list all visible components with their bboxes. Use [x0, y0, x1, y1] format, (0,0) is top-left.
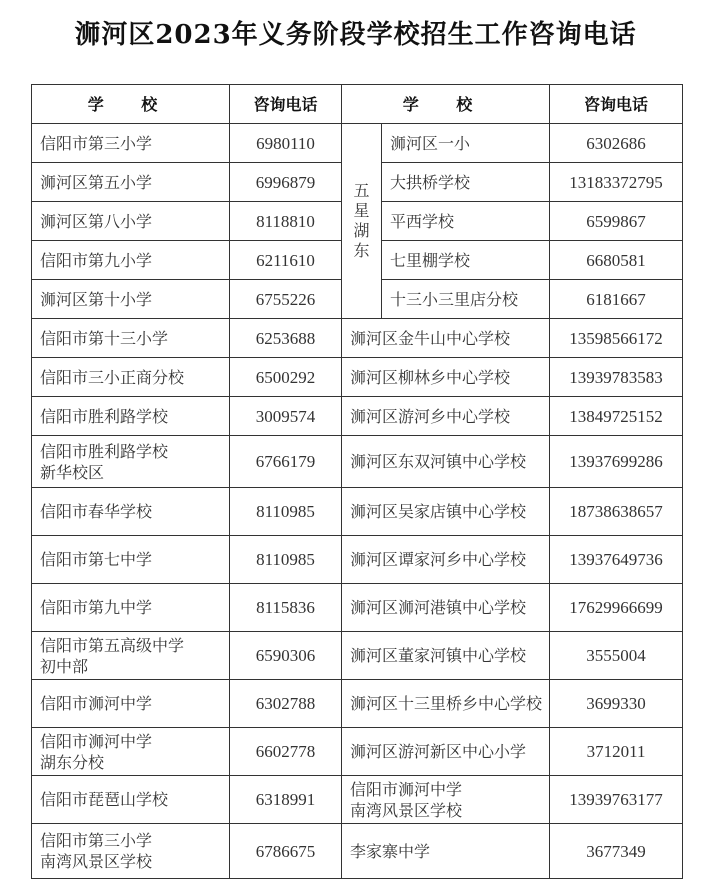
school-name: 信阳市第九中学: [32, 584, 230, 632]
table-row: [32, 584, 683, 632]
school-name-line1: 信阳市第三小学: [40, 831, 153, 850]
school-name: 浉河区金牛山中心学校: [342, 319, 550, 358]
school-name-line1: 信阳市浉河中学: [40, 731, 153, 751]
header-school-left: 学 校: [32, 85, 230, 124]
school-name: 大拱桥学校: [382, 163, 550, 202]
phone-number: 17629966699: [550, 584, 683, 632]
school-name: 信阳市第三小学: [32, 124, 230, 163]
phone-number: 13939783583: [550, 358, 683, 397]
phone-number: 6318991: [230, 776, 342, 824]
phone-number: 13939763177: [550, 776, 683, 824]
table-row: [32, 728, 683, 776]
phone-number: 8110985: [230, 536, 342, 584]
table-row: [32, 358, 683, 397]
phone-number: 3699330: [550, 680, 683, 728]
header-school-right: 学 校: [342, 85, 550, 124]
school-name: 浉河区吴家店镇中心学校: [342, 488, 550, 536]
school-name-line2: 湖东分校: [40, 752, 105, 772]
phone-number: 6755226: [230, 280, 342, 319]
header-phone-right: 咨询电话: [550, 85, 683, 124]
phone-number: 6500292: [230, 358, 342, 397]
school-name-line2: 南湾风景区学校: [40, 852, 153, 871]
phone-number: 6302686: [550, 124, 683, 163]
school-name: 信阳市浉河中学: [32, 680, 230, 728]
school-name: 平西学校: [382, 202, 550, 241]
table-row: [32, 632, 683, 680]
school-name: [32, 436, 230, 488]
table-row: [32, 776, 683, 824]
phone-number: 8118810: [230, 202, 342, 241]
school-name: [32, 728, 230, 776]
school-name: 浉河区谭家河乡中心学校: [342, 536, 550, 584]
phone-number: 6599867: [550, 202, 683, 241]
phone-number: 6680581: [550, 241, 683, 280]
phone-number: 6181667: [550, 280, 683, 319]
phone-number: 6302788: [230, 680, 342, 728]
phone-number: 6211610: [230, 241, 342, 280]
school-name: 浉河区东双河镇中心学校: [342, 436, 550, 488]
phone-number: 3009574: [230, 397, 342, 436]
school-name: 浉河区董家河镇中心学校: [342, 632, 550, 680]
phone-number: 13598566172: [550, 319, 683, 358]
school-name: 浉河区柳林乡中心学校: [342, 358, 550, 397]
phone-number: 18738638657: [550, 488, 683, 536]
page-title: 浉河区2023年义务阶段学校招生工作咨询电话: [74, 20, 637, 50]
table-row: [32, 436, 683, 488]
phone-number: 6996879: [230, 163, 342, 202]
school-name: 信阳市第九小学: [32, 241, 230, 280]
school-name-line2: 新华校区: [40, 462, 105, 482]
table-row: [32, 488, 683, 536]
school-name: 信阳市三小正商分校: [32, 358, 230, 397]
table-row: [32, 124, 683, 163]
phone-number: 3712011: [550, 728, 683, 776]
phone-number: 13849725152: [550, 397, 683, 436]
school-name-line1: 信阳市浉河中学: [350, 779, 463, 799]
table-row: [32, 680, 683, 728]
phone-number: 8115836: [230, 584, 342, 632]
phone-number: 13937699286: [550, 436, 683, 488]
school-name: 信阳市胜利路学校: [32, 397, 230, 436]
phone-number: 6602778: [230, 728, 342, 776]
school-name: [32, 632, 230, 680]
phone-number: 6980110: [230, 124, 342, 163]
school-name: 七里棚学校: [382, 241, 550, 280]
school-name: 浉河区游河新区中心小学: [342, 728, 550, 776]
school-name: 十三小三里店分校: [382, 280, 550, 319]
phone-number: 6590306: [230, 632, 342, 680]
school-name: 信阳市第七中学: [32, 536, 230, 584]
school-name: 浉河区第八小学: [32, 202, 230, 241]
school-name-line1: 信阳市胜利路学校: [40, 441, 169, 461]
school-name: [32, 824, 230, 879]
phone-number: 3555004: [550, 632, 683, 680]
group-label-cell: [342, 124, 382, 319]
phone-number: 3677349: [550, 824, 683, 879]
table-header-row: [32, 85, 683, 124]
table-row: [32, 319, 683, 358]
school-name: 浉河区第五小学: [32, 163, 230, 202]
school-name: 浉河区第十小学: [32, 280, 230, 319]
phone-number: 13183372795: [550, 163, 683, 202]
school-name-line2: 南湾风景区学校: [350, 800, 463, 820]
school-name: 浉河区浉河港镇中心学校: [342, 584, 550, 632]
contact-table: [31, 84, 683, 879]
header-phone-left: 咨询电话: [230, 85, 342, 124]
table-row: [32, 824, 683, 879]
group-label: 五星湖东: [353, 181, 370, 260]
school-name: [342, 776, 550, 824]
school-name: 信阳市春华学校: [32, 488, 230, 536]
table-row: [32, 397, 683, 436]
table-row: [32, 536, 683, 584]
phone-number: 6253688: [230, 319, 342, 358]
school-name: 浉河区十三里桥乡中心学校: [342, 680, 550, 728]
school-name: 浉河区一小: [382, 124, 550, 163]
school-name: 浉河区游河乡中心学校: [342, 397, 550, 436]
school-name-line1: 信阳市第五高级中学: [40, 635, 185, 655]
phone-number: 13937649736: [550, 536, 683, 584]
school-name-line2: 初中部: [40, 656, 89, 676]
school-name: 李家寨中学: [342, 824, 550, 879]
phone-number: 6766179: [230, 436, 342, 488]
school-name: 信阳市第十三小学: [32, 319, 230, 358]
phone-number: 8110985: [230, 488, 342, 536]
phone-number: 6786675: [230, 824, 342, 879]
school-name: 信阳市琵琶山学校: [32, 776, 230, 824]
